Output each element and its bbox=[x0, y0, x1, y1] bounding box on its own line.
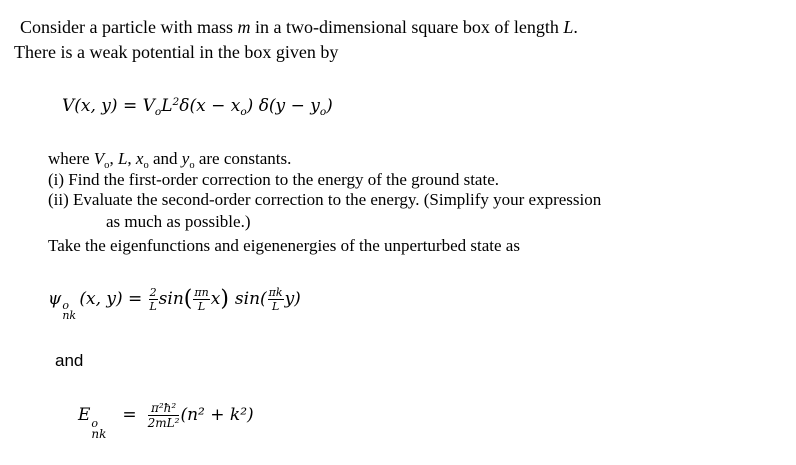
potential-equation: V(x, $y) = V_oL^2\delta(x - x_o) \delta(y - y_o)$ bbox=[62, 96, 333, 118]
eigenenergy-equation: E o nk = $\frac{\text{π²ħ²}}{\text{2mL²}}$ (n² + k²) bbox=[78, 401, 254, 441]
intro-line-2: There is a weak potential in the box given by bbox=[14, 42, 339, 62]
intro-line-1: Consider a particle with mass m in a two-dimensional square box of length L. bbox=[20, 17, 578, 37]
take-line: Take the eigenfunctions and eigenenergies of the unperturbed state as bbox=[48, 236, 520, 255]
mass-symbol: m bbox=[237, 17, 251, 37]
and-label: and bbox=[55, 351, 84, 370]
length-symbol: L bbox=[563, 17, 574, 37]
question-i: (i) Find the first-order correction to the energy of the ground state. bbox=[48, 170, 499, 189]
eigenfunction-equation: ψ o nk (x, y) = $\frac{2}{L}$ sin( $\frac{\pi n}{L}$ x) sin( $\frac{\pi k}{L}$ y) bbox=[48, 286, 301, 322]
question-ii-continued: as much as possible.) bbox=[106, 212, 251, 231]
energy-fraction: $\frac{\text{π²ħ²}}{\text{2mL²}}$ bbox=[147, 401, 180, 430]
two-over-L-fraction: $\frac{2}{L}$ bbox=[149, 286, 157, 313]
where-line: where $V_o$, L, $x_o$ and $y_o$ are constants. bbox=[48, 149, 292, 171]
question-ii: (ii) Evaluate the second-order correction to the energy. (Simplify your expression bbox=[48, 190, 602, 209]
